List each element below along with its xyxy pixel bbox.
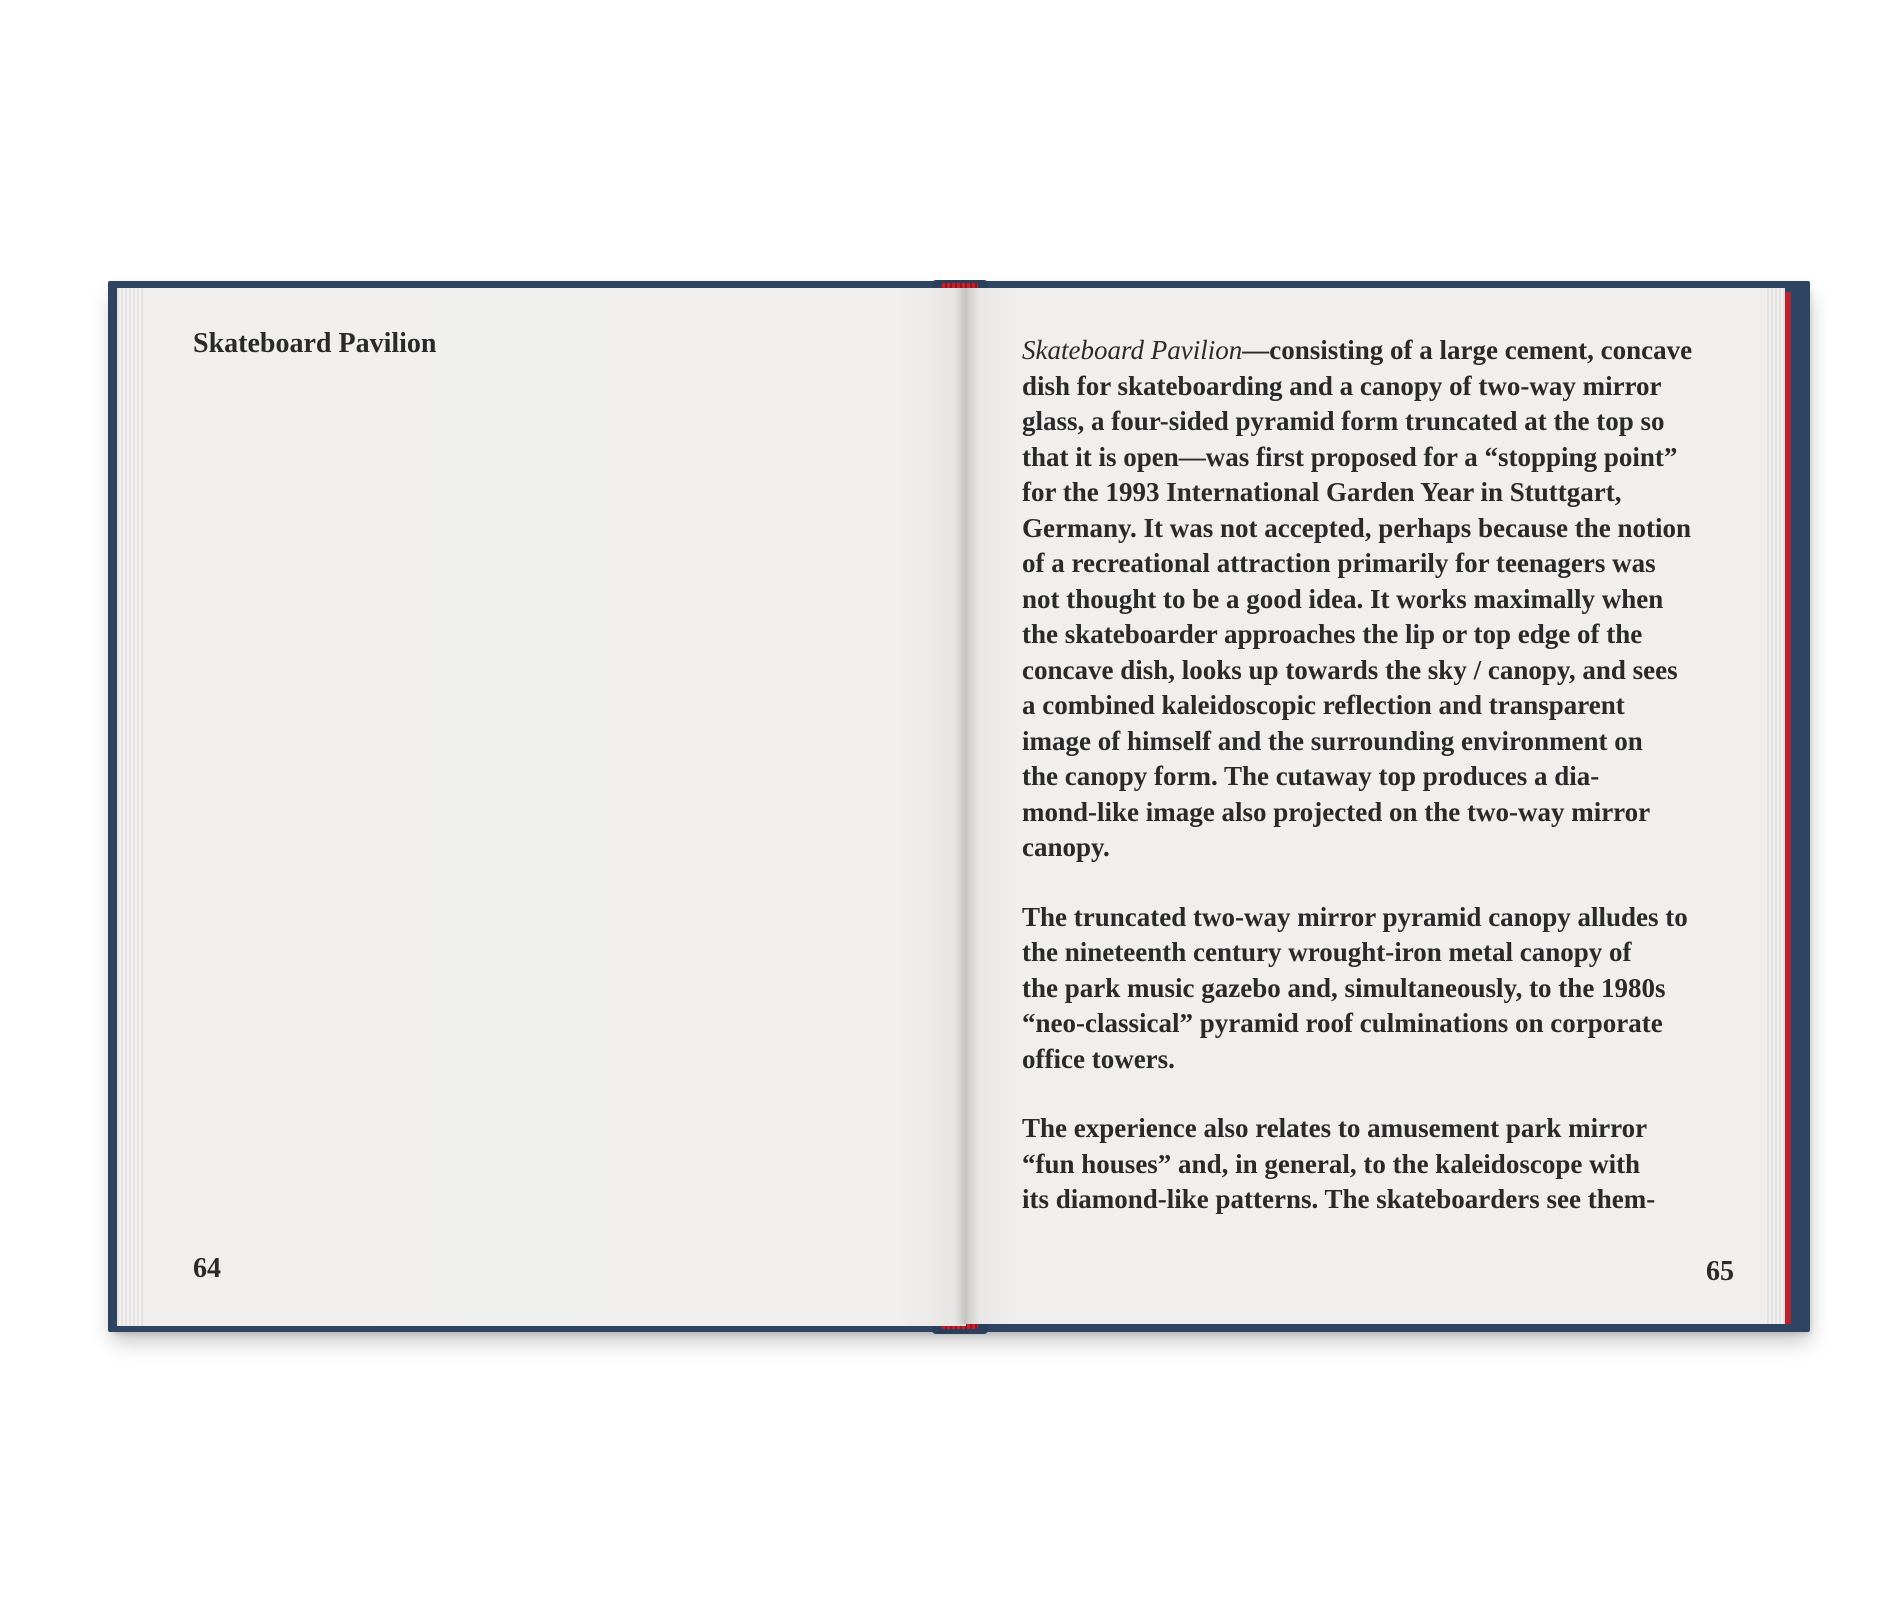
text-line: image of himself and the surrounding environment on xyxy=(1022,725,1643,756)
text-line: the nineteenth century wrought-iron metal canopy of xyxy=(1022,937,1632,967)
text-line: of a recreational attraction primarily for teenagers was xyxy=(1022,548,1656,578)
text-line: Germany. It was not accepted, perhaps because the notion xyxy=(1022,512,1691,543)
text-line: glass, a four-sided pyramid form truncated at the top so xyxy=(1022,406,1665,436)
text-line: canopy. xyxy=(1022,832,1110,862)
body-text xyxy=(1022,333,1762,1252)
text-line xyxy=(1022,333,1762,369)
text-line: The experience also relates to amusement park mirror xyxy=(1022,1113,1648,1143)
text-fragment: —consisting of a large cement, concave xyxy=(1242,335,1693,365)
italic-title: Skateboard Pavilion xyxy=(1022,335,1243,365)
text-line: “neo-classical” pyramid roof culminations on corporate xyxy=(1022,1008,1663,1038)
chapter-heading: Skateboard Pavilion xyxy=(193,328,437,359)
paragraph-3 xyxy=(1022,1111,1762,1218)
left-page xyxy=(117,288,966,1326)
text-line: dish for skateboarding and a canopy of two-way mirror xyxy=(1022,370,1662,401)
book-gutter xyxy=(956,288,978,1324)
text-line: its diamond-like patterns. The skateboarders see them- xyxy=(1022,1184,1656,1214)
text-line: the skateboarder approaches the lip or top edge of the xyxy=(1022,619,1643,649)
text-line: not thought to be a good idea. It works maximally when xyxy=(1022,583,1664,614)
text-line: for the 1993 International Garden Year in Stuttgart, xyxy=(1022,477,1622,507)
paragraph-2 xyxy=(1022,900,1762,1078)
text-line: a combined kaleidoscopic reflection and transparent xyxy=(1022,690,1625,720)
text-line: the canopy form. The cutaway top produces a dia- xyxy=(1022,761,1600,791)
page-number-left: 64 xyxy=(193,1253,221,1284)
text-line: that it is open—was first proposed for a “stopping point” xyxy=(1022,441,1678,472)
text-line: office towers. xyxy=(1022,1043,1175,1074)
page-number-right: 65 xyxy=(1706,1256,1734,1287)
text-line: The truncated two-way mirror pyramid canopy alludes to xyxy=(1022,901,1688,932)
text-line: “fun houses” and, in general, to the kaleidoscope with xyxy=(1022,1148,1641,1179)
red-page-edge xyxy=(1784,292,1791,1324)
text-line: the park music gazebo and, simultaneously, to the 1980s xyxy=(1022,972,1666,1003)
text-line: concave dish, looks up towards the sky / canopy, and sees xyxy=(1022,654,1678,685)
paragraph-1 xyxy=(1022,333,1762,866)
text-line: mond-like image also projected on the two-way mirror xyxy=(1022,796,1651,827)
